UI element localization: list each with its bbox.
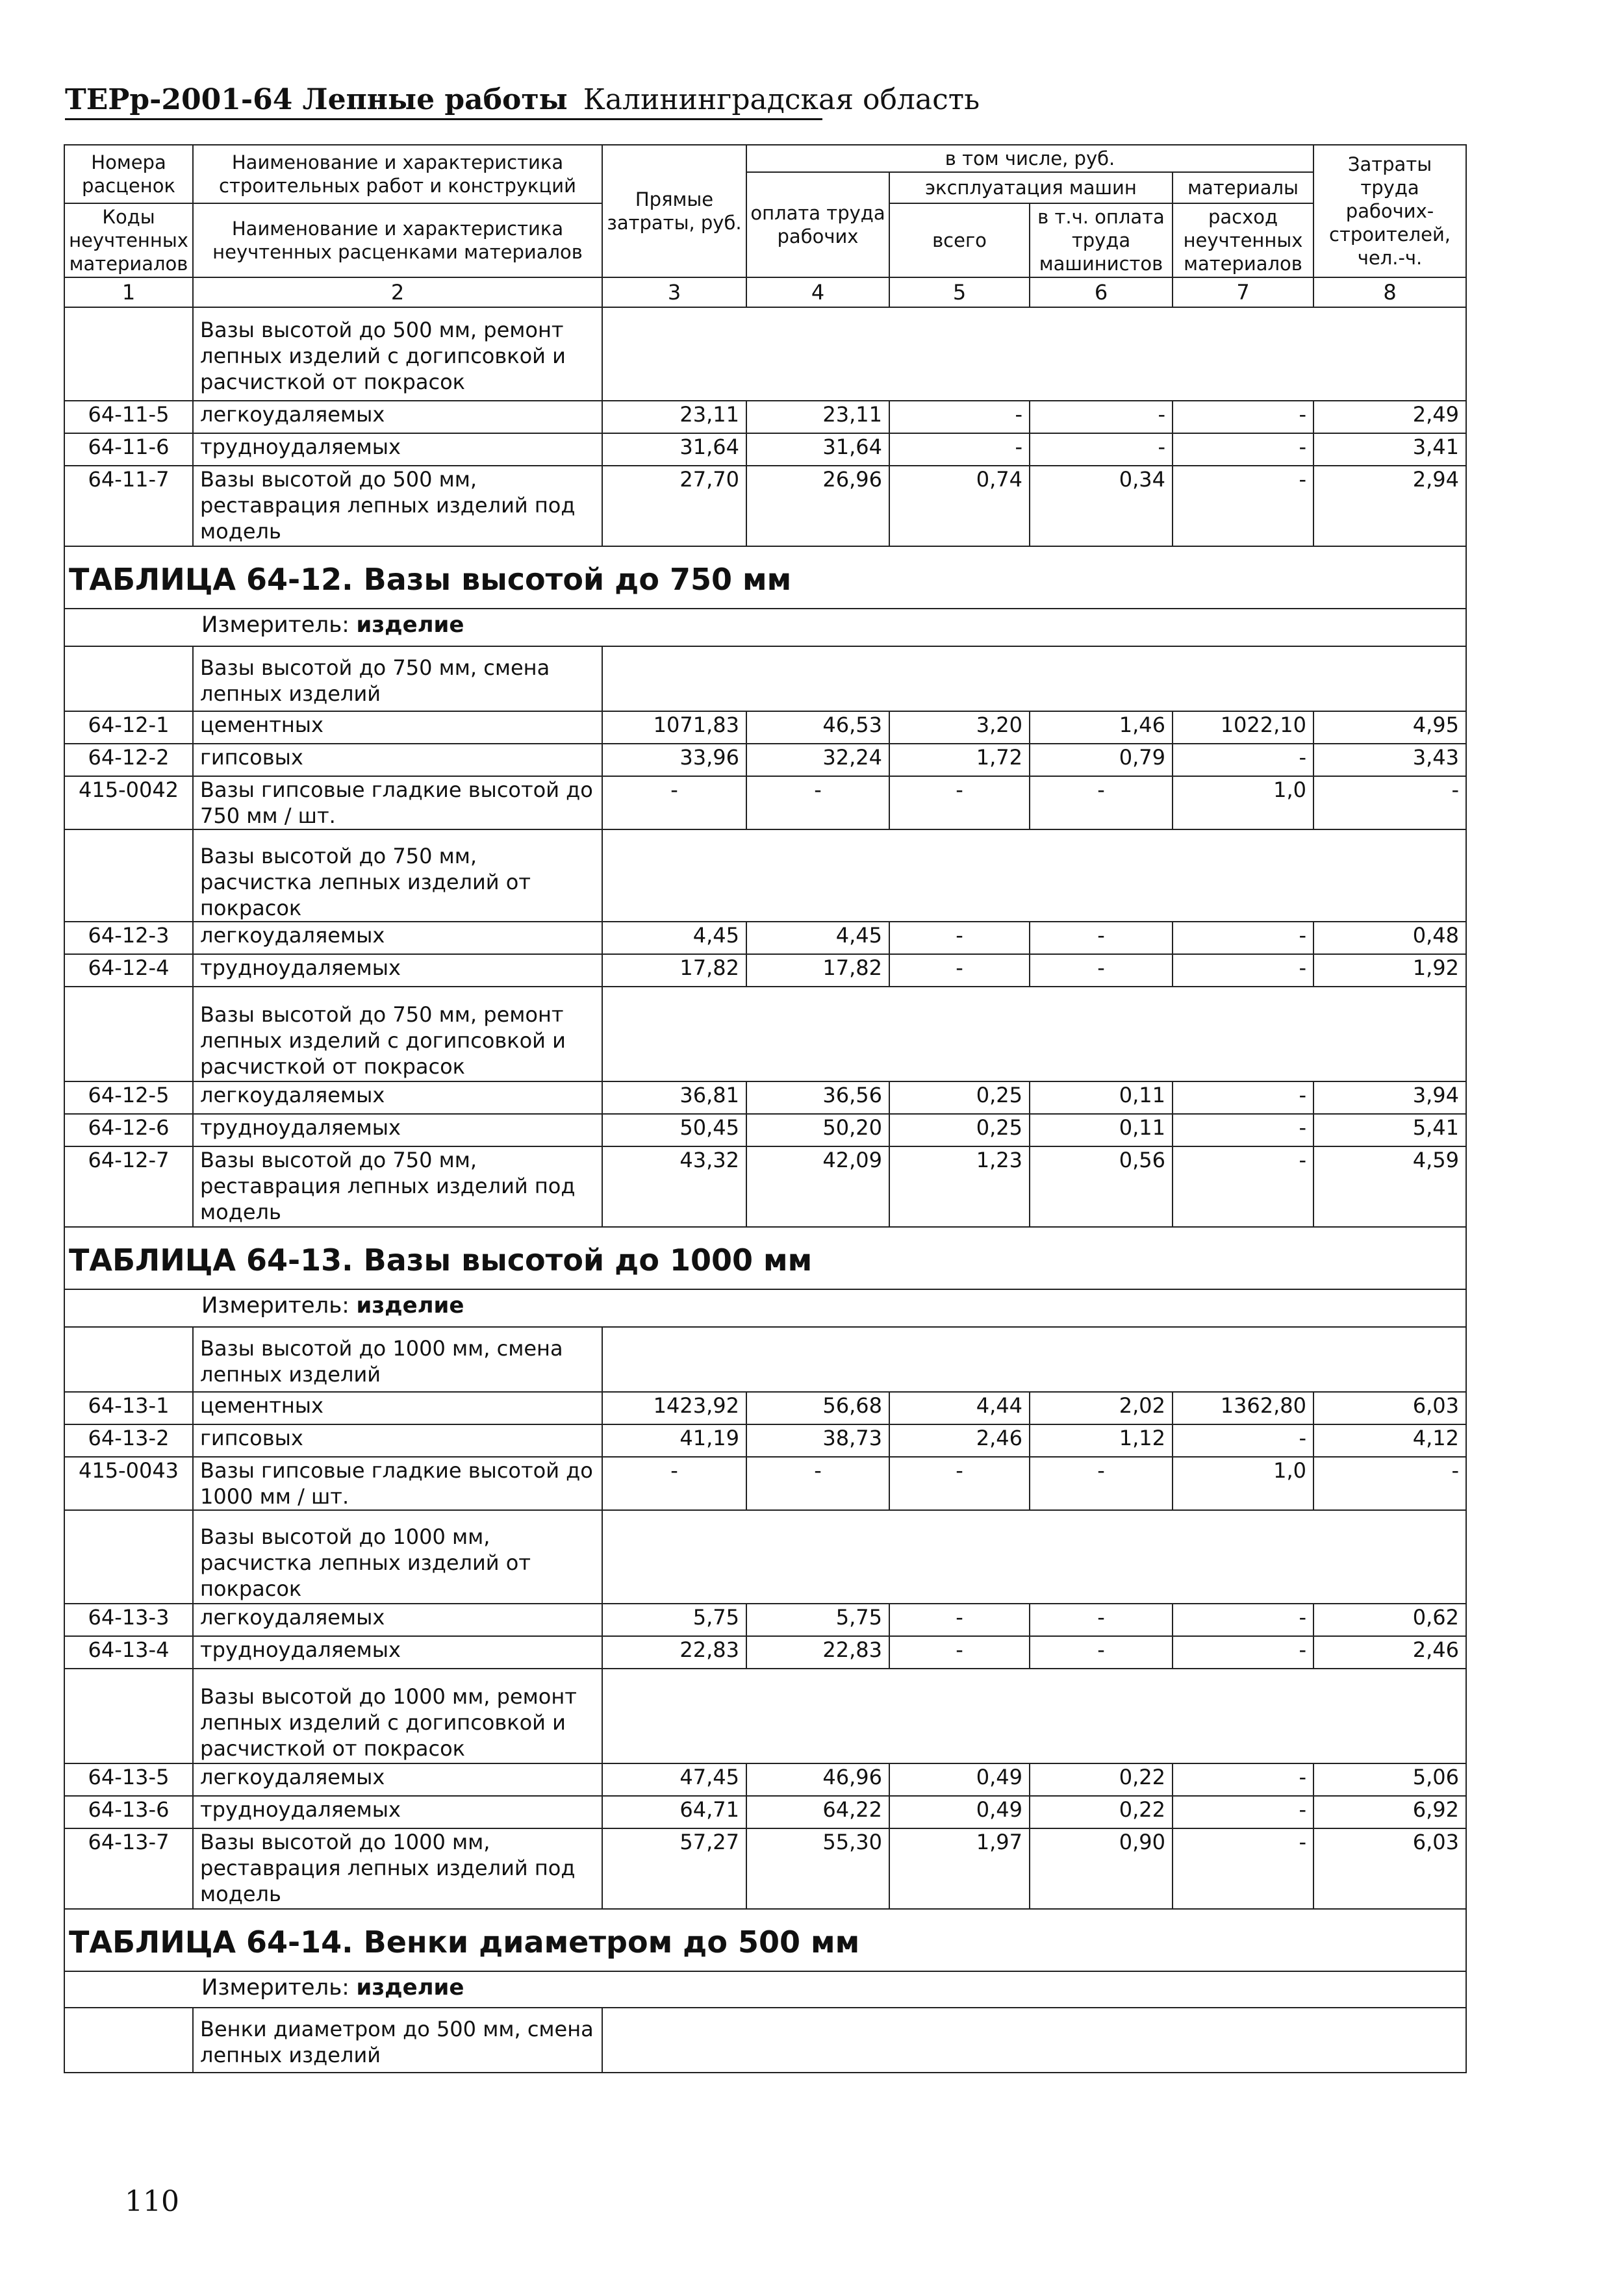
labor-cost: 64,22 — [746, 1796, 889, 1828]
direct-cost: 1071,83 — [602, 711, 746, 744]
materials-cost: - — [1173, 1763, 1313, 1796]
header-col5: всего — [889, 203, 1030, 277]
material-code: 415-0043 — [64, 1457, 193, 1510]
group-description-row — [64, 646, 1466, 711]
material-name: Вазы гипсовые гладкие высотой до 750 мм / шт. — [193, 776, 602, 829]
header-incl: в том числе, руб. — [746, 145, 1313, 172]
header-materials: материалы — [1173, 172, 1313, 203]
machine-labor-cost: - — [1030, 1636, 1173, 1669]
machine-cost: 0,25 — [889, 1081, 1030, 1114]
table-row — [64, 1636, 1466, 1669]
group-description: Вазы высотой до 750 мм, смена лепных изделий — [193, 646, 602, 711]
materials-cost: - — [1173, 401, 1313, 433]
machine-labor-cost: - — [1030, 433, 1173, 466]
group-description: Вазы высотой до 1000 мм, расчистка лепных изделий от покрасок — [193, 1510, 602, 1604]
table-row — [64, 466, 1466, 546]
direct-cost: 22,83 — [602, 1636, 746, 1669]
document-code: ТЕРр-2001-64 Лепные работы — [65, 83, 568, 116]
machine-labor-cost: - — [1030, 1457, 1173, 1510]
group-description: Вазы высотой до 1000 мм, ремонт лепных изделий с догипсовкой и расчисткой от покрасок — [193, 1669, 602, 1763]
table-title: ТАБЛИЦА 64-13. Вазы высотой до 1000 мм — [64, 1227, 1466, 1289]
material-row — [64, 1457, 1466, 1510]
material-consumption: 1,0 — [1173, 1457, 1313, 1510]
machine-cost: - — [889, 1457, 1030, 1510]
unit-label: Измеритель: — [201, 1975, 349, 2001]
labor-hours: 2,94 — [1313, 466, 1466, 546]
machine-labor-cost: 0,11 — [1030, 1081, 1173, 1114]
group-description-row — [64, 987, 1466, 1081]
rate-name: трудноудаляемых — [193, 1114, 602, 1146]
header-col4: оплата труда рабочих — [746, 172, 889, 277]
labor-hours: 3,41 — [1313, 433, 1466, 466]
machine-cost: - — [889, 1636, 1030, 1669]
rate-code: 64-12-3 — [64, 922, 193, 954]
page-number: 110 — [125, 2185, 179, 2218]
rate-code: 64-13-1 — [64, 1392, 193, 1424]
labor-cost: 36,56 — [746, 1081, 889, 1114]
group-description: Вазы высотой до 1000 мм, смена лепных изделий — [193, 1327, 602, 1392]
rate-code: 64-12-2 — [64, 744, 193, 776]
table-row — [64, 1114, 1466, 1146]
labor-hours: 5,06 — [1313, 1763, 1466, 1796]
machine-cost: - — [889, 954, 1030, 987]
labor-cost: 22,83 — [746, 1636, 889, 1669]
column-number: 8 — [1313, 277, 1466, 307]
direct-cost: 43,32 — [602, 1146, 746, 1227]
unit-row — [64, 1971, 1466, 2008]
header-col8: Затраты труда рабочих-строителей, чел.-ч. — [1313, 145, 1466, 277]
labor-hours: 2,46 — [1313, 1636, 1466, 1669]
rate-code: 64-11-7 — [64, 466, 193, 546]
column-numbers-row — [64, 277, 1466, 307]
unit-value: изделие — [356, 1975, 464, 2001]
machine-labor-cost: - — [1030, 776, 1173, 829]
materials-cost: - — [1173, 744, 1313, 776]
machine-cost: - — [889, 1604, 1030, 1636]
machine-cost: 2,46 — [889, 1424, 1030, 1457]
machine-labor-cost: 2,02 — [1030, 1392, 1173, 1424]
labor-cost: 26,96 — [746, 466, 889, 546]
rate-name: гипсовых — [193, 744, 602, 776]
machine-labor-cost: 0,90 — [1030, 1828, 1173, 1909]
machine-labor-cost: 0,56 — [1030, 1146, 1173, 1227]
column-number: 3 — [602, 277, 746, 307]
machine-cost: 1,72 — [889, 744, 1030, 776]
rate-name: Вазы высотой до 750 мм, реставрация лепных изделий под модель — [193, 1146, 602, 1227]
rate-name: Вазы высотой до 1000 мм, реставрация лепных изделий под модель — [193, 1828, 602, 1909]
table-row — [64, 1146, 1466, 1227]
column-number: 4 — [746, 277, 889, 307]
unit-line — [64, 609, 1466, 646]
rate-name: легкоудаляемых — [193, 922, 602, 954]
materials-cost: - — [1173, 1424, 1313, 1457]
machine-cost: - — [889, 922, 1030, 954]
materials-cost: 1022,10 — [1173, 711, 1313, 744]
table-title: ТАБЛИЦА 64-14. Венки диаметром до 500 мм — [64, 1909, 1466, 1971]
machine-labor-cost: 0,22 — [1030, 1796, 1173, 1828]
materials-cost: - — [1173, 954, 1313, 987]
materials-cost: - — [1173, 1796, 1313, 1828]
labor-hours: 0,62 — [1313, 1604, 1466, 1636]
materials-cost: - — [1173, 1636, 1313, 1669]
group-description-row — [64, 829, 1466, 922]
table-row — [64, 1081, 1466, 1114]
machine-cost: 1,97 — [889, 1828, 1030, 1909]
materials-cost: - — [1173, 1114, 1313, 1146]
table-row — [64, 954, 1466, 987]
labor-cost: 55,30 — [746, 1828, 889, 1909]
machine-labor-cost: - — [1030, 922, 1173, 954]
rate-name: легкоудаляемых — [193, 1081, 602, 1114]
header-col1-bottom: Коды неучтенных материалов — [64, 203, 193, 277]
labor-hours: 3,43 — [1313, 744, 1466, 776]
table-row — [64, 922, 1466, 954]
rate-name: гипсовых — [193, 1424, 602, 1457]
rate-code: 64-13-5 — [64, 1763, 193, 1796]
labor-cost: 5,75 — [746, 1604, 889, 1636]
rate-name: трудноудаляемых — [193, 954, 602, 987]
direct-cost: 47,45 — [602, 1763, 746, 1796]
materials-cost: - — [1173, 1081, 1313, 1114]
direct-cost: - — [602, 776, 746, 829]
table-row — [64, 1424, 1466, 1457]
table-row — [64, 401, 1466, 433]
labor-hours: - — [1313, 776, 1466, 829]
materials-cost: - — [1173, 1828, 1313, 1909]
labor-cost: 31,64 — [746, 433, 889, 466]
machine-labor-cost: - — [1030, 1604, 1173, 1636]
unit-row — [64, 1289, 1466, 1327]
rate-name: легкоудаляемых — [193, 401, 602, 433]
rate-name: трудноудаляемых — [193, 433, 602, 466]
machine-labor-cost: 1,46 — [1030, 711, 1173, 744]
labor-cost: 42,09 — [746, 1146, 889, 1227]
labor-cost: 17,82 — [746, 954, 889, 987]
group-description-row — [64, 1327, 1466, 1392]
unit-value: изделие — [356, 1293, 464, 1319]
rate-code: 64-13-4 — [64, 1636, 193, 1669]
rate-name: трудноудаляемых — [193, 1796, 602, 1828]
machine-labor-cost: 0,11 — [1030, 1114, 1173, 1146]
unit-label: Измеритель: — [201, 1293, 349, 1319]
labor-hours: 3,94 — [1313, 1081, 1466, 1114]
material-consumption: 1,0 — [1173, 776, 1313, 829]
labor-hours: 1,92 — [1313, 954, 1466, 987]
table-title-row — [64, 546, 1466, 609]
unit-line — [64, 1289, 1466, 1327]
rate-code: 64-12-1 — [64, 711, 193, 744]
column-number: 5 — [889, 277, 1030, 307]
table-row — [64, 1604, 1466, 1636]
unit-value: изделие — [356, 612, 464, 638]
materials-cost: 1362,80 — [1173, 1392, 1313, 1424]
labor-cost: 32,24 — [746, 744, 889, 776]
rate-name: Вазы высотой до 500 мм, реставрация лепных изделий под модель — [193, 466, 602, 546]
direct-cost: 36,81 — [602, 1081, 746, 1114]
labor-cost: 23,11 — [746, 401, 889, 433]
direct-cost: 27,70 — [602, 466, 746, 546]
labor-cost: - — [746, 776, 889, 829]
direct-cost: 5,75 — [602, 1604, 746, 1636]
labor-cost: 46,53 — [746, 711, 889, 744]
column-number: 7 — [1173, 277, 1313, 307]
material-code: 415-0042 — [64, 776, 193, 829]
machine-cost: - — [889, 401, 1030, 433]
header-machines: эксплуатация машин — [889, 172, 1173, 203]
header-row — [64, 145, 1466, 172]
machine-cost: 1,23 — [889, 1146, 1030, 1227]
direct-cost: 31,64 — [602, 433, 746, 466]
unit-row — [64, 609, 1466, 646]
direct-cost: 41,19 — [602, 1424, 746, 1457]
labor-cost: 4,45 — [746, 922, 889, 954]
header-col2-top: Наименование и характеристика строительных работ и конструкций — [193, 145, 602, 203]
machine-labor-cost: - — [1030, 401, 1173, 433]
machine-cost: 0,49 — [889, 1796, 1030, 1828]
direct-cost: 50,45 — [602, 1114, 746, 1146]
machine-cost: - — [889, 776, 1030, 829]
machine-labor-cost: 0,22 — [1030, 1763, 1173, 1796]
header-col2-bottom: Наименование и характеристика неучтенных расценками материалов — [193, 203, 602, 277]
direct-cost: 64,71 — [602, 1796, 746, 1828]
direct-cost: 1423,92 — [602, 1392, 746, 1424]
column-number: 6 — [1030, 277, 1173, 307]
labor-cost: 38,73 — [746, 1424, 889, 1457]
header-underline — [65, 118, 822, 120]
column-number: 2 — [193, 277, 602, 307]
labor-hours: 6,03 — [1313, 1392, 1466, 1424]
unit-line — [64, 1971, 1466, 2008]
group-description: Венки диаметром до 500 мм, смена лепных изделий — [193, 2008, 602, 2073]
group-description-row — [64, 307, 1466, 401]
material-name: Вазы гипсовые гладкие высотой до 1000 мм / шт. — [193, 1457, 602, 1510]
material-row — [64, 776, 1466, 829]
group-description-row — [64, 1510, 1466, 1604]
header-col7: расход неучтенных материалов — [1173, 203, 1313, 277]
table-row — [64, 744, 1466, 776]
rate-name: легкоудаляемых — [193, 1604, 602, 1636]
group-description-row — [64, 1669, 1466, 1763]
machine-cost: 3,20 — [889, 711, 1030, 744]
header-col6: в т.ч. оплата труда машинистов — [1030, 203, 1173, 277]
rate-code: 64-12-4 — [64, 954, 193, 987]
machine-labor-cost: 1,12 — [1030, 1424, 1173, 1457]
materials-cost: - — [1173, 466, 1313, 546]
rate-code: 64-12-6 — [64, 1114, 193, 1146]
machine-labor-cost: 0,79 — [1030, 744, 1173, 776]
labor-cost: 50,20 — [746, 1114, 889, 1146]
unit-label: Измеритель: — [201, 612, 349, 638]
table-row — [64, 711, 1466, 744]
labor-cost: - — [746, 1457, 889, 1510]
table-row — [64, 1763, 1466, 1796]
labor-hours: 0,48 — [1313, 922, 1466, 954]
rate-code: 64-13-7 — [64, 1828, 193, 1909]
direct-cost: 23,11 — [602, 401, 746, 433]
direct-cost: 4,45 — [602, 922, 746, 954]
table-row — [64, 1392, 1466, 1424]
group-description: Вазы высотой до 500 мм, ремонт лепных изделий с догипсовкой и расчисткой от покрасок — [193, 307, 602, 401]
table-title-row — [64, 1227, 1466, 1289]
materials-cost: - — [1173, 922, 1313, 954]
machine-labor-cost: - — [1030, 954, 1173, 987]
materials-cost: - — [1173, 1146, 1313, 1227]
rate-code: 64-13-3 — [64, 1604, 193, 1636]
direct-cost: 17,82 — [602, 954, 746, 987]
labor-hours: 6,92 — [1313, 1796, 1466, 1828]
table-row — [64, 433, 1466, 466]
group-description-row — [64, 2008, 1466, 2073]
rate-name: цементных — [193, 711, 602, 744]
table-row — [64, 1796, 1466, 1828]
rates-table — [64, 144, 1467, 2073]
table-row — [64, 1828, 1466, 1909]
labor-hours: 2,49 — [1313, 401, 1466, 433]
document-header — [65, 83, 980, 116]
labor-hours: 5,41 — [1313, 1114, 1466, 1146]
machine-cost: - — [889, 433, 1030, 466]
table-title: ТАБЛИЦА 64-12. Вазы высотой до 750 мм — [64, 546, 1466, 609]
rate-name: трудноудаляемых — [193, 1636, 602, 1669]
machine-cost: 0,49 — [889, 1763, 1030, 1796]
materials-cost: - — [1173, 1604, 1313, 1636]
group-description: Вазы высотой до 750 мм, расчистка лепных изделий от покрасок — [193, 829, 602, 922]
labor-hours: 4,12 — [1313, 1424, 1466, 1457]
labor-hours: - — [1313, 1457, 1466, 1510]
rate-code: 64-12-5 — [64, 1081, 193, 1114]
rate-code: 64-12-7 — [64, 1146, 193, 1227]
labor-cost: 56,68 — [746, 1392, 889, 1424]
rate-code: 64-11-6 — [64, 433, 193, 466]
labor-hours: 4,59 — [1313, 1146, 1466, 1227]
labor-cost: 46,96 — [746, 1763, 889, 1796]
rate-code: 64-13-6 — [64, 1796, 193, 1828]
group-description: Вазы высотой до 750 мм, ремонт лепных изделий с догипсовкой и расчисткой от покрасок — [193, 987, 602, 1081]
direct-cost: 33,96 — [602, 744, 746, 776]
rate-code: 64-11-5 — [64, 401, 193, 433]
header-col1-top: Номера расценок — [64, 145, 193, 203]
header-col3: Прямые затраты, руб. — [602, 145, 746, 277]
rate-code: 64-13-2 — [64, 1424, 193, 1457]
machine-cost: 0,25 — [889, 1114, 1030, 1146]
direct-cost: 57,27 — [602, 1828, 746, 1909]
machine-cost: 4,44 — [889, 1392, 1030, 1424]
direct-cost: - — [602, 1457, 746, 1510]
rate-name: легкоудаляемых — [193, 1763, 602, 1796]
labor-hours: 6,03 — [1313, 1828, 1466, 1909]
machine-labor-cost: 0,34 — [1030, 466, 1173, 546]
document-region: Калининградская область — [583, 83, 980, 116]
column-number: 1 — [64, 277, 193, 307]
table-title-row — [64, 1909, 1466, 1971]
labor-hours: 4,95 — [1313, 711, 1466, 744]
machine-cost: 0,74 — [889, 466, 1030, 546]
materials-cost: - — [1173, 433, 1313, 466]
rate-name: цементных — [193, 1392, 602, 1424]
